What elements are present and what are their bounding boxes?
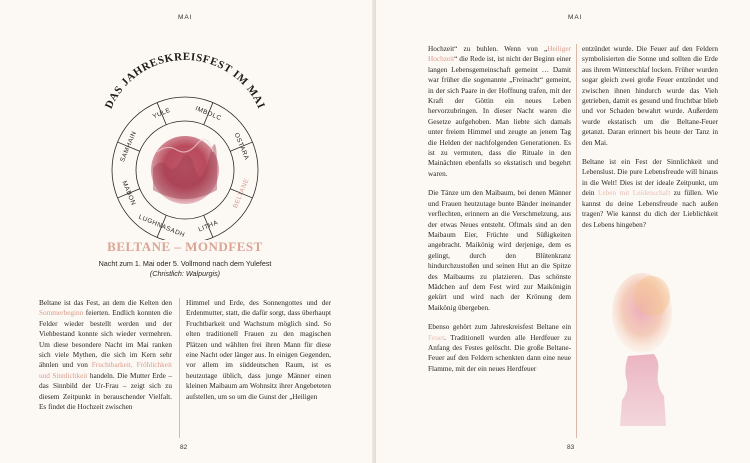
paragraph: [582, 157, 718, 230]
wheel-label-ostara: OSTARA: [232, 132, 251, 162]
paragraph: Die Tänze um den Maibaum, bei denen Männer und Frauen heutzutage bunte Bänder ineinander verflechten, erinnern an die Verschmelzung, aus der etwas Neues entsteht. Oftmals sind an den Maibaum Eier, Früchte und Süßigkeiten angebracht. Maikönig wird derjenige, dem es gelingt, durch den Blütenkranz hindurchzustoßen und seinen Hut an die Spitze des Maibaums zu platzieren. Das schönste Mädchen auf dem Fest wird zur Maikönigin gekürt und wird nach der Krönung dem Maikönig übergeben.: [428, 189, 571, 312]
running-head-right: MAI: [568, 14, 583, 21]
text-run: Ebenso gehört zum Jahreskreisfest Beltane ein: [428, 323, 571, 332]
wheel-label-beltane: BELTANE: [232, 177, 251, 210]
year-wheel-diagram: [95, 40, 275, 240]
text-run: Beltane ist ein Fest der Sinnlichkeit und Lebenslust. Die pure Lebensfreude will hinaus in die Welt! Dies ist der ideale Zeitpunkt, um dein: [582, 158, 718, 198]
highlight-text: Sommerbeginn: [39, 309, 84, 318]
paragraph: [428, 322, 571, 374]
christian-subline: (Christlich: Walpurgis): [149, 269, 221, 278]
text-run: Hochzeit“ zu buhlen. Wenn von „: [428, 45, 548, 53]
right-col-1: [428, 44, 571, 383]
wheel-label-litha: LITHA: [197, 219, 220, 234]
wheel-label-mabon: MABON: [120, 180, 137, 207]
date-subline: Nacht zum 1. Mai oder 5. Vollmond nach dem Yulefest: [98, 259, 272, 268]
paragraph: [39, 298, 172, 412]
left-col-1: [39, 298, 172, 421]
text-run: “ die Rede ist, ist nicht der Beginn einer langen Lebensgemeinschaft gemeint … Damit war früher die sogenannte „Freinacht“ gemeint, in der sich Paare in der Hoffnung trafen, mit der Kraft der Göttin ein neues Leben hervorzubringen. In dieser Nacht waren die Gesetze aufgehoben. Man liebte sich damals unter freiem Himmel und zeugte an jenem Tag die Helden der nachfolgenden Generationen. Es ist zu vermuten, dass die Rituale in den Mainächten ebenfalls so ekstatisch und begehrt waren.: [428, 55, 571, 178]
moon-illustration: [151, 136, 219, 204]
column-rule: [179, 298, 180, 438]
right-col-2: [582, 44, 718, 239]
page-number-right: 83: [567, 444, 575, 451]
highlight-text: Fruchtbarkeit, Fröhlichkeit und Sinnlichkeit: [39, 361, 173, 380]
column-rule: [576, 44, 577, 438]
section-heading: BELTANE – MONDFEST: [107, 239, 263, 254]
paragraph: [428, 44, 571, 179]
text-run: handeln. Die Mutter Erde – das Sinnbild der Ur-Frau – zeigt sich zu diesem Zeitpunkt in berauschender Vielfalt. Es findet die Hochzeit zwischen: [39, 371, 172, 412]
right-page: [376, 0, 750, 463]
paragraph: Himmel und Erde, des Sonnengottes und der Erdenmutter, statt, die dafür sorgt, dass überhaupt Fruchtbarkeit und Wachstum möglich sind. So elten traditionell Frauen zu den magischen Plätzen und wählten frei ihren Mann für diese eine Nacht oder länger aus. In einigen Gegenden, vor allem im süddeutschen Raum, ist es heutzutage üblich, dass junge Männer einen kleinen Maibaum am Wohnsitz ihrer Angebeteten aufstellen, um so um die Gunst der „Heiligen: [186, 299, 331, 401]
left-page: [0, 0, 374, 463]
text-run: Beltane ist das Fest, an dem die Kelten den: [39, 299, 172, 307]
wheel-arc-title: DAS JAHRESKREISFEST IM MAI: [102, 50, 268, 111]
highlight-text: Feuer: [428, 333, 445, 342]
highlight-text: Heiliger Hochzeit: [428, 45, 571, 64]
paragraph: entzündet wurde. Die Feuer auf den Feldern symbolisierten die Sonne und sollten die Erde aus ihrem Winterschlaf locken. Früher wurden sogar gleich zwei große Feuer entzündet und zwischen ihnen hindurch wurde das Vieh getrieben, damit es gesund und fruchtbar blieb und vor Schaden bewahrt wurde. Außerdem wurde ekstatisch um die Beltane-Feuer getanzt. Daran erinnert bis heute der Tanz in den Mai.: [582, 45, 718, 147]
left-col-2: [186, 298, 331, 411]
text-run: feierten. Endlich konnten die Felder wieder bestellt werden und der Viehbestand konnte sich wieder vermehren. Um diese besondere Nacht im Mai ranken sich viele Mythen, die sich im Kern sehr ähnlen und von: [39, 309, 172, 370]
wheel-label-lughnasadh: LUGHNASADH: [137, 213, 186, 240]
highlight-text: Leben mit Leidenschaft: [598, 189, 671, 198]
watercolor-silhouette-illustration: [600, 268, 680, 428]
text-run: . Traditionell wurden alle Herdfeuer zu Anfang des Festes gelöscht. Die große Beltane-Feuer auf den Feldern schenkten dann eine neue Flamme, mit der ein neues Herdfeuer: [428, 333, 571, 373]
page-number-left: 82: [180, 444, 188, 451]
wheel-label-yule: YULE: [151, 106, 172, 121]
text-run: zu füllen. Wie kannst du deine Lebensfreude nach außen tragen? Wie kannst du dich der Lieblichkeit des Lebens hingeben?: [582, 189, 718, 229]
wheel-label-samhain: SAMHAIN: [119, 130, 139, 164]
running-head-left: MAI: [178, 14, 193, 21]
wheel-label-imbolc: IMBOLC: [194, 105, 223, 123]
